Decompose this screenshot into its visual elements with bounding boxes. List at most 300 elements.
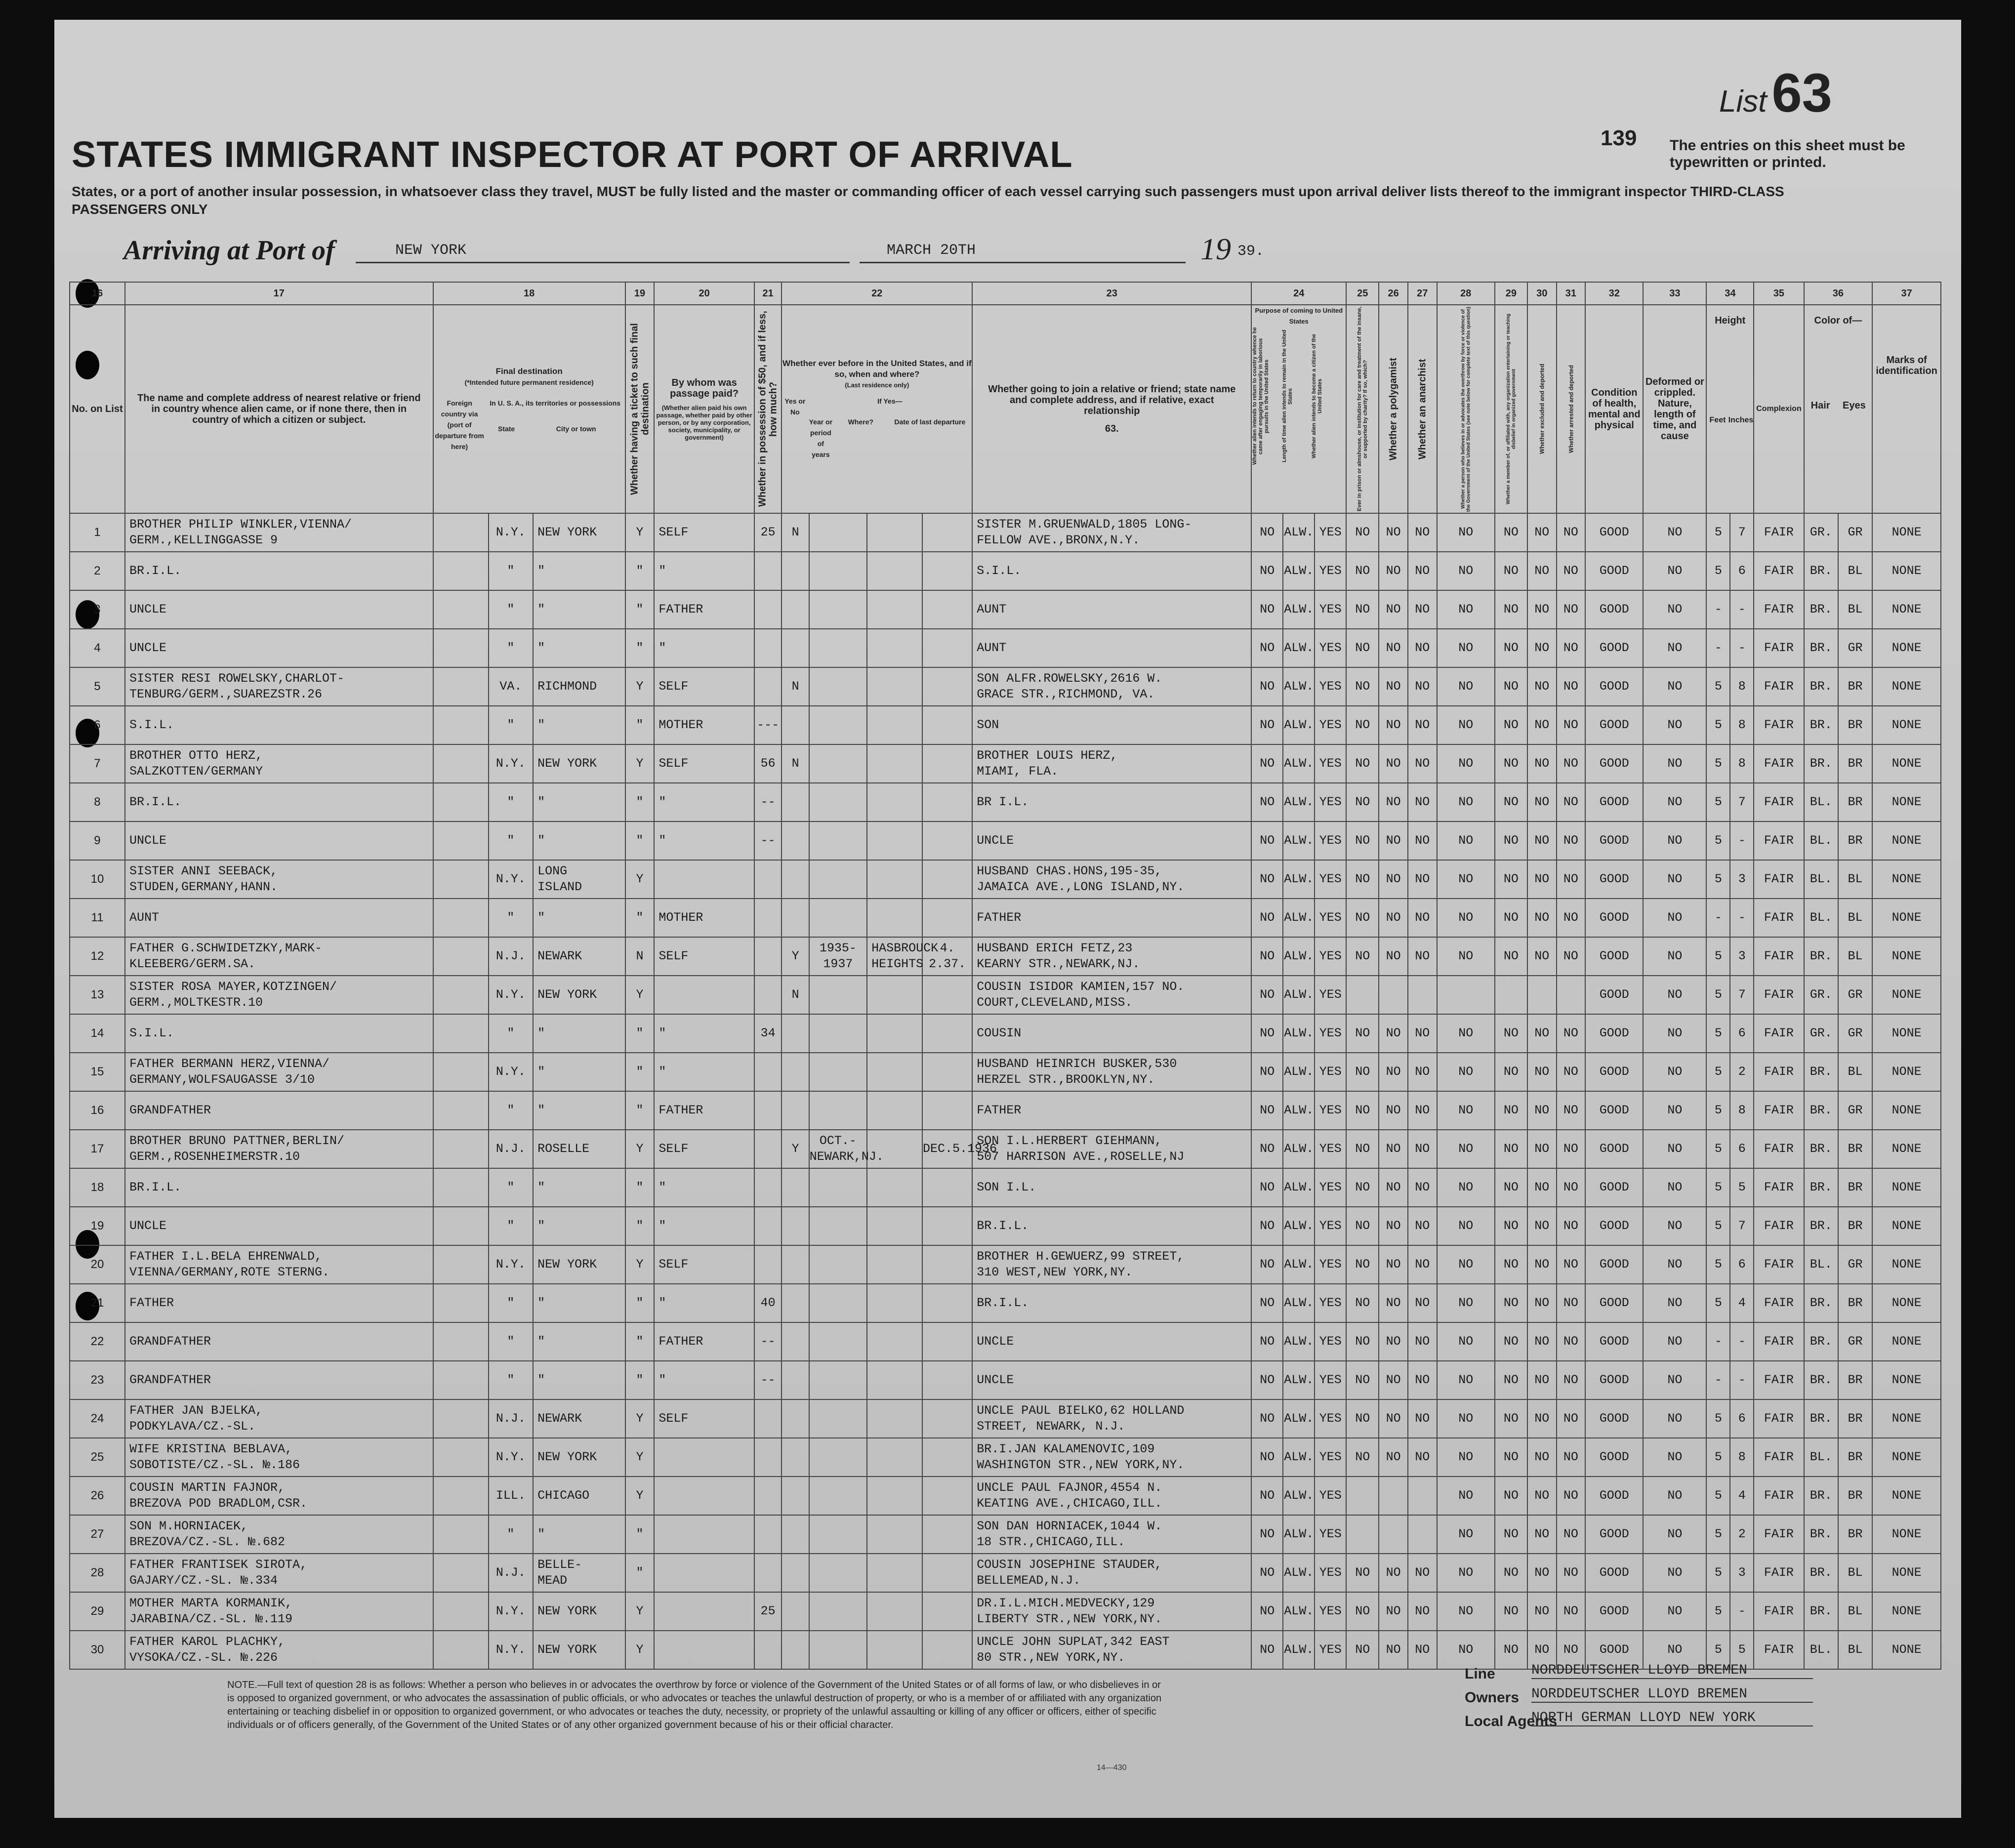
- cell-before-where: [867, 1322, 922, 1361]
- cell-purpose-return: NO: [1251, 1631, 1283, 1669]
- table-row: [70, 937, 1941, 976]
- yes-no-header: Yes or No: [784, 397, 806, 416]
- cell-dest-city: ": [533, 1515, 625, 1554]
- cell-row-number: 4: [70, 629, 125, 667]
- cell-money: [754, 1631, 781, 1669]
- cell-height-feet: 5: [1706, 744, 1730, 783]
- cell-eye-color: GR: [1838, 976, 1872, 1014]
- header-polygamist: Whether a polygamist: [1379, 305, 1408, 513]
- cell-before-departure: [922, 860, 972, 899]
- cell-purpose-citizen: YES: [1315, 1168, 1346, 1207]
- cell-before-yes-no: [781, 1515, 809, 1554]
- table-row: [70, 1592, 1941, 1631]
- cell-relative-address: FATHER BERMANN HERZ,VIENNA/ GERMANY,WOLFSAUGASSE 3/10: [125, 1053, 433, 1091]
- cell-ticket: ": [625, 552, 655, 590]
- cell-eye-color: GR: [1838, 513, 1872, 552]
- cell-polygamist: [1379, 1477, 1408, 1515]
- cell-deformed: NO: [1643, 1592, 1706, 1631]
- cell-before-where: [867, 1284, 922, 1322]
- cell-arrested: NO: [1557, 1554, 1586, 1592]
- cell-before-yes-no: [781, 1438, 809, 1477]
- cell-eye-color: BR: [1838, 783, 1872, 821]
- cell-height-feet: 5: [1706, 1554, 1730, 1592]
- cell-prison: NO: [1346, 1053, 1379, 1091]
- cell-before-where: [867, 744, 922, 783]
- cell-marks: NONE: [1872, 629, 1941, 667]
- cell-before-yes-no: [781, 1631, 809, 1669]
- cell-purpose-citizen: YES: [1315, 1053, 1346, 1091]
- cell-purpose-citizen: YES: [1315, 1361, 1346, 1399]
- cell-ticket: ": [625, 590, 655, 629]
- cell-money: 25: [754, 1592, 781, 1631]
- cell-ticket: N: [625, 937, 655, 976]
- cell-arrested: NO: [1557, 1130, 1586, 1168]
- cell-dest-state: ": [489, 706, 534, 744]
- header-height: [1706, 305, 1754, 513]
- cell-arrested: NO: [1557, 899, 1586, 937]
- cell-join-relative: BR.I.JAN KALAMENOVIC,109 WASHINGTON STR.,NEW YORK,NY.: [972, 1438, 1251, 1477]
- cell-height-feet: 5: [1706, 1014, 1730, 1053]
- cell-complexion: FAIR: [1754, 706, 1804, 744]
- cell-question-28: NO: [1437, 899, 1495, 937]
- cell-excluded: NO: [1527, 860, 1557, 899]
- cell-marks: NONE: [1872, 590, 1941, 629]
- cell-ticket: Y: [625, 667, 655, 706]
- col-num-34: 34: [1706, 282, 1754, 305]
- table-row: [70, 1168, 1941, 1207]
- cell-complexion: FAIR: [1754, 1399, 1804, 1438]
- cell-question-29: NO: [1495, 783, 1527, 821]
- cell-health: GOOD: [1585, 783, 1643, 821]
- cell-join-relative: SISTER M.GRUENWALD,1805 LONG- FELLOW AVE.,BRONX,N.Y.: [972, 513, 1251, 552]
- header-join-relative: [972, 305, 1251, 513]
- cell-passage-paid: MOTHER: [654, 899, 754, 937]
- cell-dest-city: ": [533, 783, 625, 821]
- cell-hair-color: BL.: [1804, 860, 1838, 899]
- cell-dest-city: ": [533, 1014, 625, 1053]
- cell-before-departure: [922, 590, 972, 629]
- cell-foreign-port: [433, 976, 489, 1014]
- cell-purpose-citizen: YES: [1315, 1554, 1346, 1592]
- departure-header: Date of last departure: [894, 418, 966, 426]
- cell-before-yes-no: [781, 1014, 809, 1053]
- cell-complexion: FAIR: [1754, 1091, 1804, 1130]
- cell-anarchist: NO: [1408, 1438, 1437, 1477]
- cell-height-inches: 8: [1730, 744, 1754, 783]
- cell-hair-color: BR.: [1804, 590, 1838, 629]
- cell-height-inches: 5: [1730, 1631, 1754, 1669]
- cell-money: [754, 1399, 781, 1438]
- cell-hair-color: BR.: [1804, 1207, 1838, 1245]
- cell-arrested: NO: [1557, 783, 1586, 821]
- cell-purpose-length: ALW.: [1283, 937, 1315, 976]
- cell-deformed: NO: [1643, 899, 1706, 937]
- before-us-sub: (Last residence only): [845, 381, 909, 389]
- cell-relative-address: UNCLE: [125, 629, 433, 667]
- cell-hair-color: GR.: [1804, 513, 1838, 552]
- cell-excluded: NO: [1527, 1361, 1557, 1399]
- cell-marks: NONE: [1872, 1399, 1941, 1438]
- cell-marks: NONE: [1872, 1091, 1941, 1130]
- cell-anarchist: NO: [1408, 1130, 1437, 1168]
- cell-purpose-length: ALW.: [1283, 821, 1315, 860]
- cell-hair-color: BR.: [1804, 667, 1838, 706]
- cell-question-29: NO: [1495, 860, 1527, 899]
- cell-question-28: NO: [1437, 629, 1495, 667]
- cell-before-year: [809, 1361, 867, 1399]
- cell-height-inches: 2: [1730, 1515, 1754, 1554]
- cell-ticket: ": [625, 1014, 655, 1053]
- cell-before-departure: [922, 1207, 972, 1245]
- cell-question-29: NO: [1495, 590, 1527, 629]
- cell-purpose-citizen: YES: [1315, 1130, 1346, 1168]
- table-row: [70, 1477, 1941, 1515]
- header-final-destination: [433, 305, 625, 513]
- header-purpose: [1251, 305, 1346, 513]
- cell-foreign-port: [433, 1245, 489, 1284]
- cell-health: GOOD: [1585, 744, 1643, 783]
- cell-height-feet: 5: [1706, 1631, 1730, 1669]
- cell-arrested: NO: [1557, 1284, 1586, 1322]
- cell-question-29: NO: [1495, 1361, 1527, 1399]
- cell-before-where: [867, 899, 922, 937]
- cell-dest-state: N.Y.: [489, 976, 534, 1014]
- cell-excluded: NO: [1527, 937, 1557, 976]
- col-num-22: 22: [781, 282, 972, 305]
- cell-deformed: NO: [1643, 1438, 1706, 1477]
- cell-dest-city: ": [533, 629, 625, 667]
- cell-purpose-citizen: YES: [1315, 552, 1346, 590]
- cell-join-relative: BROTHER LOUIS HERZ, MIAMI, FLA.: [972, 744, 1251, 783]
- cell-health: GOOD: [1585, 706, 1643, 744]
- cell-purpose-citizen: YES: [1315, 744, 1346, 783]
- table-row: [70, 1091, 1941, 1130]
- header-money: Whether in possession of $50, and if less, how much?: [754, 305, 781, 513]
- cell-deformed: NO: [1643, 1014, 1706, 1053]
- cell-purpose-return: NO: [1251, 1554, 1283, 1592]
- cell-deformed: NO: [1643, 860, 1706, 899]
- cell-excluded: NO: [1527, 1554, 1557, 1592]
- cell-question-28: NO: [1437, 590, 1495, 629]
- table-row: [70, 667, 1941, 706]
- cell-polygamist: NO: [1379, 706, 1408, 744]
- cell-passage-paid: ": [654, 1053, 754, 1091]
- cell-purpose-length: ALW.: [1283, 1322, 1315, 1361]
- cell-arrested: NO: [1557, 552, 1586, 590]
- cell-prison: NO: [1346, 1438, 1379, 1477]
- cell-question-29: NO: [1495, 937, 1527, 976]
- cell-ticket: ": [625, 1554, 655, 1592]
- cell-before-departure: [922, 783, 972, 821]
- cell-before-year: [809, 1053, 867, 1091]
- cell-purpose-return: NO: [1251, 552, 1283, 590]
- cell-hair-color: BL.: [1804, 783, 1838, 821]
- cell-eye-color: GR: [1838, 1245, 1872, 1284]
- cell-deformed: NO: [1643, 1245, 1706, 1284]
- cell-arrested: NO: [1557, 1053, 1586, 1091]
- table-row: [70, 513, 1941, 552]
- cell-marks: NONE: [1872, 1014, 1941, 1053]
- cell-purpose-citizen: YES: [1315, 860, 1346, 899]
- cell-dest-state: N.J.: [489, 1554, 534, 1592]
- cell-deformed: NO: [1643, 1361, 1706, 1399]
- cell-join-relative: FATHER: [972, 1091, 1251, 1130]
- cell-prison: NO: [1346, 552, 1379, 590]
- cell-eye-color: BR: [1838, 821, 1872, 860]
- cell-height-inches: 6: [1730, 1245, 1754, 1284]
- cell-dest-state: ": [489, 629, 534, 667]
- cell-purpose-return: NO: [1251, 1399, 1283, 1438]
- cell-dest-city: NEW YORK: [533, 976, 625, 1014]
- cell-arrested: NO: [1557, 1592, 1586, 1631]
- cell-money: [754, 1477, 781, 1515]
- cell-purpose-length: ALW.: [1283, 1053, 1315, 1091]
- cell-anarchist: NO: [1408, 783, 1437, 821]
- manifest-rows: [70, 513, 1941, 1669]
- cell-purpose-return: NO: [1251, 629, 1283, 667]
- cell-join-relative: BR.I.L.: [972, 1284, 1251, 1322]
- cell-polygamist: NO: [1379, 937, 1408, 976]
- cell-foreign-port: [433, 629, 489, 667]
- cell-before-yes-no: [781, 1477, 809, 1515]
- cell-complexion: FAIR: [1754, 1361, 1804, 1399]
- cell-arrested: NO: [1557, 667, 1586, 706]
- cell-passage-paid: ": [654, 1284, 754, 1322]
- cell-row-number: 21: [70, 1284, 125, 1322]
- cell-arrested: NO: [1557, 1477, 1586, 1515]
- cell-hair-color: BR.: [1804, 1554, 1838, 1592]
- cell-marks: NONE: [1872, 783, 1941, 821]
- cell-complexion: FAIR: [1754, 1207, 1804, 1245]
- cell-passage-paid: ": [654, 783, 754, 821]
- cell-purpose-return: NO: [1251, 1477, 1283, 1515]
- list-number: 63: [1771, 63, 1832, 123]
- cell-health: GOOD: [1585, 1091, 1643, 1130]
- header-passage-paid: [654, 305, 754, 513]
- cell-marks: NONE: [1872, 1515, 1941, 1554]
- cell-foreign-port: [433, 1515, 489, 1554]
- cell-money: [754, 899, 781, 937]
- cell-purpose-citizen: YES: [1315, 899, 1346, 937]
- cell-question-28: NO: [1437, 1091, 1495, 1130]
- header-ticket: Whether having a ticket to such final destination: [625, 305, 655, 513]
- cell-purpose-length: ALW.: [1283, 860, 1315, 899]
- cell-eye-color: BL: [1838, 1554, 1872, 1592]
- cell-anarchist: NO: [1408, 1399, 1437, 1438]
- cell-purpose-return: NO: [1251, 1207, 1283, 1245]
- cell-health: GOOD: [1585, 1592, 1643, 1631]
- cell-question-28: NO: [1437, 1477, 1495, 1515]
- cell-anarchist: NO: [1408, 937, 1437, 976]
- cell-height-inches: 8: [1730, 1091, 1754, 1130]
- cell-dest-city: NEWARK: [533, 1399, 625, 1438]
- cell-row-number: 20: [70, 1245, 125, 1284]
- cell-passage-paid: [654, 1631, 754, 1669]
- cell-row-number: 3: [70, 590, 125, 629]
- cell-deformed: NO: [1643, 552, 1706, 590]
- cell-purpose-return: NO: [1251, 706, 1283, 744]
- cell-polygamist: NO: [1379, 744, 1408, 783]
- cell-height-inches: -: [1730, 1592, 1754, 1631]
- cell-join-relative: COUSIN JOSEPHINE STAUDER, BELLEMEAD,N.J.: [972, 1554, 1251, 1592]
- cell-deformed: NO: [1643, 667, 1706, 706]
- cell-before-year: [809, 1477, 867, 1515]
- cell-before-departure: [922, 1631, 972, 1669]
- header-question-28: Whether a person who believes in or advocates the overthrow by force or violence of the Government of the United States (see note below for complete text of this question): [1437, 305, 1495, 513]
- city-header: City or town: [556, 425, 596, 433]
- cell-ticket: ": [625, 1207, 655, 1245]
- cell-purpose-return: NO: [1251, 1053, 1283, 1091]
- cell-dest-city: NEWARK: [533, 937, 625, 976]
- table-row: [70, 783, 1941, 821]
- cell-foreign-port: [433, 1053, 489, 1091]
- cell-prison: NO: [1346, 1245, 1379, 1284]
- cell-relative-address: BROTHER BRUNO PATTNER,BERLIN/ GERM.,ROSENHEIMERSTR.10: [125, 1130, 433, 1168]
- cell-excluded: NO: [1527, 1014, 1557, 1053]
- cell-anarchist: NO: [1408, 1361, 1437, 1399]
- cell-anarchist: [1408, 1515, 1437, 1554]
- cell-polygamist: NO: [1379, 1014, 1408, 1053]
- cell-before-year: [809, 783, 867, 821]
- cell-eye-color: BR: [1838, 667, 1872, 706]
- cell-arrested: NO: [1557, 706, 1586, 744]
- cell-prison: NO: [1346, 937, 1379, 976]
- purpose-length-header: Length of time alien intends to remain in the United States: [1281, 329, 1294, 463]
- cell-prison: NO: [1346, 1631, 1379, 1669]
- cell-health: GOOD: [1585, 1168, 1643, 1207]
- cell-dest-state: N.Y.: [489, 1245, 534, 1284]
- cell-marks: NONE: [1872, 860, 1941, 899]
- table-row: [70, 590, 1941, 629]
- cell-question-28: NO: [1437, 706, 1495, 744]
- cell-join-relative: UNCLE PAUL FAJNOR,4554 N. KEATING AVE.,CHICAGO,ILL.: [972, 1477, 1251, 1515]
- cell-before-yes-no: N: [781, 667, 809, 706]
- cell-health: GOOD: [1585, 667, 1643, 706]
- cell-health: GOOD: [1585, 899, 1643, 937]
- cell-height-feet: 5: [1706, 1130, 1730, 1168]
- cell-deformed: NO: [1643, 1322, 1706, 1361]
- cell-complexion: FAIR: [1754, 1477, 1804, 1515]
- cell-height-feet: 5: [1706, 976, 1730, 1014]
- cell-deformed: NO: [1643, 1284, 1706, 1322]
- cell-prison: NO: [1346, 1322, 1379, 1361]
- cell-eye-color: GR: [1838, 1014, 1872, 1053]
- cell-purpose-citizen: YES: [1315, 1592, 1346, 1631]
- table-row: [70, 1438, 1941, 1477]
- cell-money: --: [754, 1322, 781, 1361]
- cell-polygamist: NO: [1379, 1554, 1408, 1592]
- cell-before-where: [867, 1477, 922, 1515]
- cell-excluded: NO: [1527, 1091, 1557, 1130]
- cell-prison: NO: [1346, 629, 1379, 667]
- col-num-18: 18: [433, 282, 625, 305]
- col-num-36: 36: [1804, 282, 1873, 305]
- cell-passage-paid: ": [654, 1361, 754, 1399]
- cell-row-number: 25: [70, 1438, 125, 1477]
- cell-ticket: Y: [625, 976, 655, 1014]
- cell-foreign-port: [433, 1091, 489, 1130]
- col-num-35: 35: [1754, 282, 1804, 305]
- col-num-37: 37: [1872, 282, 1941, 305]
- cell-anarchist: [1408, 976, 1437, 1014]
- cell-passage-paid: ": [654, 1014, 754, 1053]
- cell-complexion: FAIR: [1754, 860, 1804, 899]
- cell-question-29: NO: [1495, 899, 1527, 937]
- cell-excluded: NO: [1527, 821, 1557, 860]
- cell-excluded: NO: [1527, 1477, 1557, 1515]
- cell-passage-paid: [654, 1554, 754, 1592]
- cell-marks: NONE: [1872, 899, 1941, 937]
- cell-row-number: 29: [70, 1592, 125, 1631]
- cell-question-29: NO: [1495, 1053, 1527, 1091]
- cell-before-departure: [922, 744, 972, 783]
- before-us-title: Whether ever before in the United States, and if so, when and where?: [782, 359, 972, 379]
- cell-before-yes-no: [781, 1284, 809, 1322]
- cell-before-yes-no: [781, 1245, 809, 1284]
- header-no-on-list: No. on List: [70, 305, 125, 513]
- cell-purpose-return: NO: [1251, 1245, 1283, 1284]
- col-num-23: 23: [972, 282, 1251, 305]
- port-value: NEW YORK: [395, 242, 467, 259]
- col-num-26: 26: [1379, 282, 1408, 305]
- cell-health: GOOD: [1585, 1284, 1643, 1322]
- cell-join-relative: SON: [972, 706, 1251, 744]
- col-num-16: 16: [70, 282, 125, 305]
- cell-ticket: ": [625, 899, 655, 937]
- cell-join-relative: HUSBAND ERICH FETZ,23 KEARNY STR.,NEWARK,NJ.: [972, 937, 1251, 976]
- cell-anarchist: NO: [1408, 513, 1437, 552]
- cell-money: [754, 1438, 781, 1477]
- cell-join-relative: HUSBAND CHAS.HONS,195-35, JAMAICA AVE.,LONG ISLAND,NY.: [972, 860, 1251, 899]
- cell-join-relative: SON I.L.HERBERT GIEHMANN, 507 HARRISON AVE.,ROSELLE,NJ: [972, 1130, 1251, 1168]
- cell-row-number: 1: [70, 513, 125, 552]
- cell-foreign-port: [433, 937, 489, 976]
- cell-anarchist: NO: [1408, 1631, 1437, 1669]
- table-row: [70, 1554, 1941, 1592]
- cell-purpose-citizen: YES: [1315, 1631, 1346, 1669]
- cell-dest-state: ": [489, 552, 534, 590]
- cell-deformed: NO: [1643, 706, 1706, 744]
- cell-hair-color: BR.: [1804, 1284, 1838, 1322]
- cell-complexion: FAIR: [1754, 1053, 1804, 1091]
- cell-eye-color: BR: [1838, 1284, 1872, 1322]
- cell-prison: NO: [1346, 1284, 1379, 1322]
- cell-row-number: 5: [70, 667, 125, 706]
- cell-polygamist: NO: [1379, 821, 1408, 860]
- cell-before-departure: [922, 821, 972, 860]
- cell-height-inches: 2: [1730, 1053, 1754, 1091]
- cell-foreign-port: [433, 1130, 489, 1168]
- cell-complexion: FAIR: [1754, 1631, 1804, 1669]
- cell-before-where: [867, 1399, 922, 1438]
- cell-join-relative: UNCLE JOHN SUPLAT,342 EAST 80 STR.,NEW YORK,NY.: [972, 1631, 1251, 1669]
- cell-dest-state: ": [489, 1361, 534, 1399]
- cell-foreign-port: [433, 744, 489, 783]
- cell-health: GOOD: [1585, 1053, 1643, 1091]
- cell-relative-address: WIFE KRISTINA BEBLAVA, SOBOTISTE/CZ.-SL. №.186: [125, 1438, 433, 1477]
- cell-ticket: Y: [625, 1477, 655, 1515]
- table-row: [70, 1284, 1941, 1322]
- cell-money: --: [754, 1361, 781, 1399]
- cell-before-yes-no: N: [781, 513, 809, 552]
- cell-relative-address: FATHER KAROL PLACHKY, VYSOKA/CZ.-SL. №.226: [125, 1631, 433, 1669]
- cell-prison: NO: [1346, 860, 1379, 899]
- cell-excluded: NO: [1527, 590, 1557, 629]
- cell-deformed: NO: [1643, 1631, 1706, 1669]
- cell-purpose-length: ALW.: [1283, 1361, 1315, 1399]
- cell-excluded: NO: [1527, 629, 1557, 667]
- cell-money: [754, 976, 781, 1014]
